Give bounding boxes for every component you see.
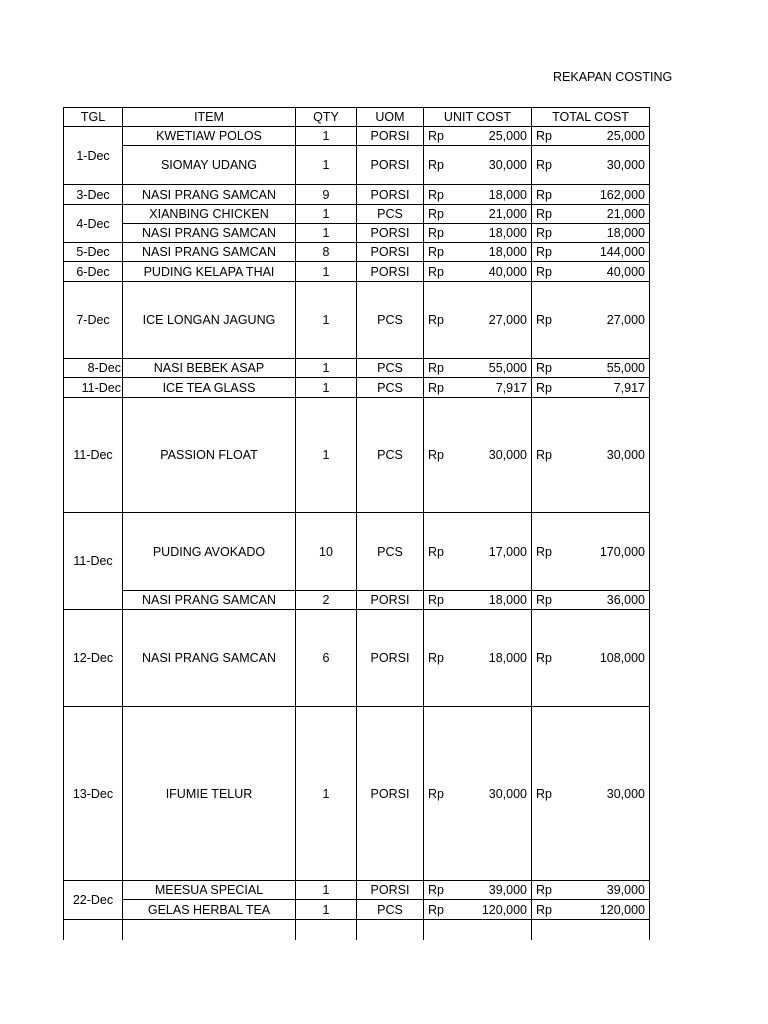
- currency-label: Rp: [536, 448, 552, 462]
- uom-cell: PCS: [357, 378, 424, 398]
- unit-cost-value: 7,917: [495, 380, 527, 395]
- item-cell: XIANBING CHICKEN: [123, 205, 296, 224]
- currency-label: Rp: [428, 651, 444, 665]
- currency-label: Rp: [536, 902, 552, 917]
- unit-cost-value: 18,000: [488, 226, 527, 240]
- date-cell: 11-Dec: [64, 398, 123, 513]
- table-row: [64, 243, 650, 262]
- uom-cell: PORSI: [357, 881, 424, 900]
- table-row: [64, 127, 650, 146]
- qty-cell: 1: [296, 146, 357, 185]
- total-cost-cell: [532, 900, 650, 920]
- uom-cell: PORSI: [357, 243, 424, 262]
- total-cost-cell: [532, 243, 650, 262]
- header-tgl: TGL: [64, 108, 123, 127]
- qty-cell: 1: [296, 881, 357, 900]
- header-uom: UOM: [357, 108, 424, 127]
- empty-cell: [532, 920, 650, 940]
- total-cost-cell: [532, 224, 650, 243]
- currency-label: Rp: [536, 380, 552, 395]
- total-cost-cell: [532, 378, 650, 398]
- qty-cell: 1: [296, 224, 357, 243]
- unit-cost-value: 120,000: [481, 902, 527, 917]
- item-cell: PUDING AVOKADO: [123, 513, 296, 591]
- item-cell: GELAS HERBAL TEA: [123, 900, 296, 920]
- unit-cost-cell: [424, 513, 532, 591]
- date-cell: 4-Dec: [64, 205, 123, 243]
- total-cost-value: 7,917: [613, 380, 645, 395]
- currency-label: Rp: [536, 593, 552, 607]
- unit-cost-value: 40,000: [488, 264, 527, 279]
- table-row: [64, 881, 650, 900]
- item-cell: KWETIAW POLOS: [123, 127, 296, 146]
- uom-cell: PORSI: [357, 146, 424, 185]
- table-row: [64, 262, 650, 282]
- currency-label: Rp: [428, 226, 444, 240]
- currency-label: Rp: [428, 129, 444, 143]
- table-row: [64, 146, 650, 185]
- total-cost-cell: [532, 205, 650, 224]
- currency-label: Rp: [536, 361, 552, 375]
- uom-cell: PORSI: [357, 591, 424, 610]
- unit-cost-value: 17,000: [488, 544, 527, 559]
- qty-cell: 1: [296, 282, 357, 359]
- total-cost-value: 30,000: [606, 448, 645, 462]
- date-cell: 6-Dec: [64, 262, 123, 282]
- currency-label: Rp: [428, 187, 444, 202]
- total-cost-value: 170,000: [599, 544, 645, 559]
- table-row: [64, 610, 650, 707]
- unit-cost-cell: [424, 359, 532, 378]
- item-cell: NASI PRANG SAMCAN: [123, 610, 296, 707]
- item-cell: NASI PRANG SAMCAN: [123, 185, 296, 205]
- uom-cell: PCS: [357, 205, 424, 224]
- total-cost-cell: [532, 610, 650, 707]
- currency-label: Rp: [428, 544, 444, 559]
- currency-label: Rp: [536, 245, 552, 259]
- total-cost-value: 27,000: [606, 313, 645, 327]
- unit-cost-cell: [424, 378, 532, 398]
- empty-row: [64, 920, 650, 940]
- unit-cost-cell: [424, 707, 532, 881]
- unit-cost-cell: [424, 610, 532, 707]
- unit-cost-cell: [424, 146, 532, 185]
- total-cost-value: 120,000: [599, 902, 645, 917]
- total-cost-value: 162,000: [599, 187, 645, 202]
- total-cost-value: 21,000: [606, 207, 645, 221]
- total-cost-cell: [532, 282, 650, 359]
- uom-cell: PORSI: [357, 262, 424, 282]
- qty-cell: 9: [296, 185, 357, 205]
- total-cost-cell: [532, 591, 650, 610]
- currency-label: Rp: [536, 187, 552, 202]
- item-cell: PASSION FLOAT: [123, 398, 296, 513]
- header-qty: QTY: [296, 108, 357, 127]
- uom-cell: PORSI: [357, 185, 424, 205]
- currency-label: Rp: [428, 380, 444, 395]
- currency-label: Rp: [536, 226, 552, 240]
- uom-cell: PORSI: [357, 707, 424, 881]
- currency-label: Rp: [428, 786, 444, 801]
- unit-cost-value: 30,000: [488, 158, 527, 172]
- total-cost-value: 39,000: [606, 883, 645, 897]
- table-row: [64, 282, 650, 359]
- date-cell: 11-Dec: [64, 378, 123, 398]
- uom-cell: PORSI: [357, 610, 424, 707]
- currency-label: Rp: [428, 245, 444, 259]
- costing-table: [63, 107, 650, 940]
- uom-cell: PORSI: [357, 224, 424, 243]
- total-cost-value: 30,000: [606, 158, 645, 172]
- qty-cell: 1: [296, 900, 357, 920]
- unit-cost-cell: [424, 224, 532, 243]
- item-cell: NASI BEBEK ASAP: [123, 359, 296, 378]
- empty-cell: [64, 920, 123, 940]
- total-cost-cell: [532, 146, 650, 185]
- table-row: [64, 900, 650, 920]
- currency-label: Rp: [428, 448, 444, 462]
- currency-label: Rp: [428, 593, 444, 607]
- item-cell: PUDING KELAPA THAI: [123, 262, 296, 282]
- currency-label: Rp: [428, 264, 444, 279]
- unit-cost-value: 30,000: [488, 786, 527, 801]
- empty-cell: [357, 920, 424, 940]
- currency-label: Rp: [536, 786, 552, 801]
- total-cost-cell: [532, 127, 650, 146]
- item-cell: ICE LONGAN JAGUNG: [123, 282, 296, 359]
- currency-label: Rp: [428, 313, 444, 327]
- unit-cost-value: 18,000: [488, 187, 527, 202]
- item-cell: NASI PRANG SAMCAN: [123, 243, 296, 262]
- unit-cost-cell: [424, 282, 532, 359]
- total-cost-value: 55,000: [606, 361, 645, 375]
- total-cost-value: 36,000: [606, 593, 645, 607]
- table-row: [64, 378, 650, 398]
- date-cell: 7-Dec: [64, 282, 123, 359]
- header-total-cost: TOTAL COST: [532, 108, 650, 127]
- currency-label: Rp: [428, 361, 444, 375]
- uom-cell: PORSI: [357, 127, 424, 146]
- empty-cell: [424, 920, 532, 940]
- date-cell: 13-Dec: [64, 707, 123, 881]
- unit-cost-value: 18,000: [488, 593, 527, 607]
- currency-label: Rp: [428, 158, 444, 172]
- table-row: [64, 205, 650, 224]
- total-cost-cell: [532, 881, 650, 900]
- qty-cell: 1: [296, 127, 357, 146]
- qty-cell: 1: [296, 707, 357, 881]
- unit-cost-cell: [424, 881, 532, 900]
- table-row: [64, 224, 650, 243]
- qty-cell: 1: [296, 205, 357, 224]
- header-item: ITEM: [123, 108, 296, 127]
- unit-cost-cell: [424, 398, 532, 513]
- unit-cost-cell: [424, 591, 532, 610]
- currency-label: Rp: [536, 883, 552, 897]
- qty-cell: 1: [296, 359, 357, 378]
- qty-cell: 1: [296, 378, 357, 398]
- currency-label: Rp: [536, 544, 552, 559]
- item-cell: ICE TEA GLASS: [123, 378, 296, 398]
- unit-cost-cell: [424, 243, 532, 262]
- uom-cell: PCS: [357, 282, 424, 359]
- header-row: [64, 108, 650, 127]
- currency-label: Rp: [536, 313, 552, 327]
- total-cost-cell: [532, 398, 650, 513]
- total-cost-value: 108,000: [599, 651, 645, 665]
- unit-cost-value: 21,000: [488, 207, 527, 221]
- header-unit-cost: UNIT COST: [424, 108, 532, 127]
- currency-label: Rp: [428, 883, 444, 897]
- unit-cost-cell: [424, 262, 532, 282]
- qty-cell: 2: [296, 591, 357, 610]
- table-row: [64, 398, 650, 513]
- uom-cell: PCS: [357, 513, 424, 591]
- currency-label: Rp: [536, 264, 552, 279]
- date-cell: 1-Dec: [64, 127, 123, 185]
- total-cost-cell: [532, 359, 650, 378]
- currency-label: Rp: [536, 651, 552, 665]
- item-cell: IFUMIE TELUR: [123, 707, 296, 881]
- qty-cell: 1: [296, 262, 357, 282]
- total-cost-value: 40,000: [606, 264, 645, 279]
- unit-cost-value: 18,000: [488, 651, 527, 665]
- total-cost-value: 144,000: [599, 245, 645, 259]
- unit-cost-value: 30,000: [488, 448, 527, 462]
- date-cell: 8-Dec: [64, 359, 123, 378]
- item-cell: MEESUA SPECIAL: [123, 881, 296, 900]
- empty-cell: [123, 920, 296, 940]
- table-row: [64, 513, 650, 591]
- qty-cell: 10: [296, 513, 357, 591]
- unit-cost-cell: [424, 205, 532, 224]
- sheet-title: REKAPAN COSTING: [553, 70, 673, 84]
- total-cost-value: 25,000: [606, 129, 645, 143]
- unit-cost-cell: [424, 185, 532, 205]
- qty-cell: 8: [296, 243, 357, 262]
- item-cell: NASI PRANG SAMCAN: [123, 591, 296, 610]
- date-cell: 12-Dec: [64, 610, 123, 707]
- date-cell: 3-Dec: [64, 185, 123, 205]
- total-cost-cell: [532, 513, 650, 591]
- uom-cell: PCS: [357, 359, 424, 378]
- unit-cost-value: 25,000: [488, 129, 527, 143]
- currency-label: Rp: [428, 902, 444, 917]
- unit-cost-value: 39,000: [488, 883, 527, 897]
- date-cell: 5-Dec: [64, 243, 123, 262]
- total-cost-cell: [532, 707, 650, 881]
- unit-cost-value: 18,000: [488, 245, 527, 259]
- table-row: [64, 707, 650, 881]
- total-cost-value: 18,000: [606, 226, 645, 240]
- unit-cost-value: 55,000: [488, 361, 527, 375]
- qty-cell: 1: [296, 398, 357, 513]
- unit-cost-value: 27,000: [488, 313, 527, 327]
- currency-label: Rp: [536, 207, 552, 221]
- date-cell: 22-Dec: [64, 881, 123, 920]
- unit-cost-cell: [424, 127, 532, 146]
- currency-label: Rp: [428, 207, 444, 221]
- empty-cell: [296, 920, 357, 940]
- table-row: [64, 591, 650, 610]
- uom-cell: PCS: [357, 900, 424, 920]
- total-cost-value: 30,000: [606, 786, 645, 801]
- uom-cell: PCS: [357, 398, 424, 513]
- total-cost-cell: [532, 262, 650, 282]
- currency-label: Rp: [536, 158, 552, 172]
- total-cost-cell: [532, 185, 650, 205]
- table-row: [64, 359, 650, 378]
- qty-cell: 6: [296, 610, 357, 707]
- table-row: [64, 185, 650, 205]
- item-cell: NASI PRANG SAMCAN: [123, 224, 296, 243]
- unit-cost-cell: [424, 900, 532, 920]
- item-cell: SIOMAY UDANG: [123, 146, 296, 185]
- date-cell: 11-Dec: [64, 513, 123, 610]
- currency-label: Rp: [536, 129, 552, 143]
